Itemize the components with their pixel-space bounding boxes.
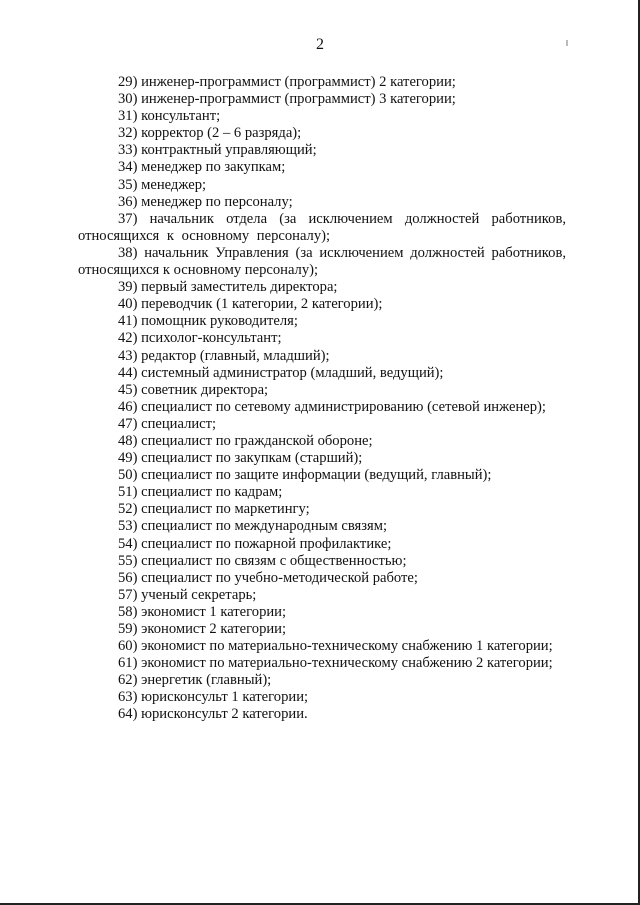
list-item: 34) менеджер по закупкам;	[118, 159, 286, 176]
list-item: 37) начальник отдела (за исключением должностей работников, относящихся к основному персоналу);	[78, 210, 566, 244]
list-item: 52) специалист по маркетингу;	[118, 501, 310, 518]
list-item: 60) экономист по материально-техническому снабжению 1 категории;	[118, 638, 553, 655]
list-item: 54) специалист по пожарной профилактике;	[118, 535, 392, 552]
page-number: 2	[316, 36, 324, 53]
list-item: 55) специалист по связям с общественностью;	[118, 552, 407, 569]
list-item: 53) специалист по международным связям;	[118, 518, 388, 535]
list-item: 44) системный администратор (младший, ведущий);	[118, 364, 444, 381]
list-item: 43) редактор (главный, младший);	[118, 347, 330, 364]
list-item: 46) специалист по сетевому администрированию (сетевой инженер);	[118, 398, 546, 415]
list-item: 39) первый заместитель директора;	[118, 279, 338, 296]
list-item: 49) специалист по закупкам (старший);	[118, 450, 363, 467]
list-item: 32) корректор (2 – 6 разряда);	[118, 125, 302, 142]
list-item: 47) специалист;	[118, 415, 217, 432]
list-item: 29) инженер-программист (программист) 2 категории;	[118, 74, 456, 90]
list-item: 33) контрактный управляющий;	[118, 142, 317, 159]
list-item: 36) менеджер по персоналу;	[118, 193, 293, 210]
list-item: 38) начальник Управления (за исключением должностей работников, относящихся к основному персоналу);	[78, 244, 566, 279]
position-list	[78, 74, 566, 724]
list-item: 42) психолог-консультант;	[118, 330, 282, 347]
list-item: 40) переводчик (1 категории, 2 категории);	[118, 296, 383, 313]
list-item: 56) специалист по учебно-методической работе;	[118, 569, 418, 586]
scan-mark	[566, 40, 568, 46]
list-item: 58) экономист 1 категории;	[118, 603, 287, 620]
list-item: 61) экономист по материально-техническому снабжению 2 категории;	[118, 655, 553, 672]
list-item: 64) юрисконсульт 2 категории.	[118, 706, 308, 723]
list-item: 31) консультант;	[118, 108, 221, 125]
list-item: 62) энергетик (главный);	[118, 672, 272, 689]
list-item: 30) инженер-программист (программист) 3 категории;	[118, 91, 456, 108]
list-item: 41) помощник руководителя;	[118, 313, 298, 330]
list-item: 59) экономист 2 категории;	[118, 621, 287, 637]
list-item: 50) специалист по защите информации (ведущий, главный);	[118, 467, 492, 484]
list-item: 48) специалист по гражданской обороне;	[118, 432, 373, 449]
list-item: 57) ученый секретарь;	[118, 586, 257, 603]
list-item: 35) менеджер;	[118, 176, 207, 193]
list-item: 45) советник директора;	[118, 381, 269, 398]
list-item: 51) специалист по кадрам;	[118, 484, 283, 501]
list-item: 63) юрисконсульт 1 категории;	[118, 689, 309, 706]
